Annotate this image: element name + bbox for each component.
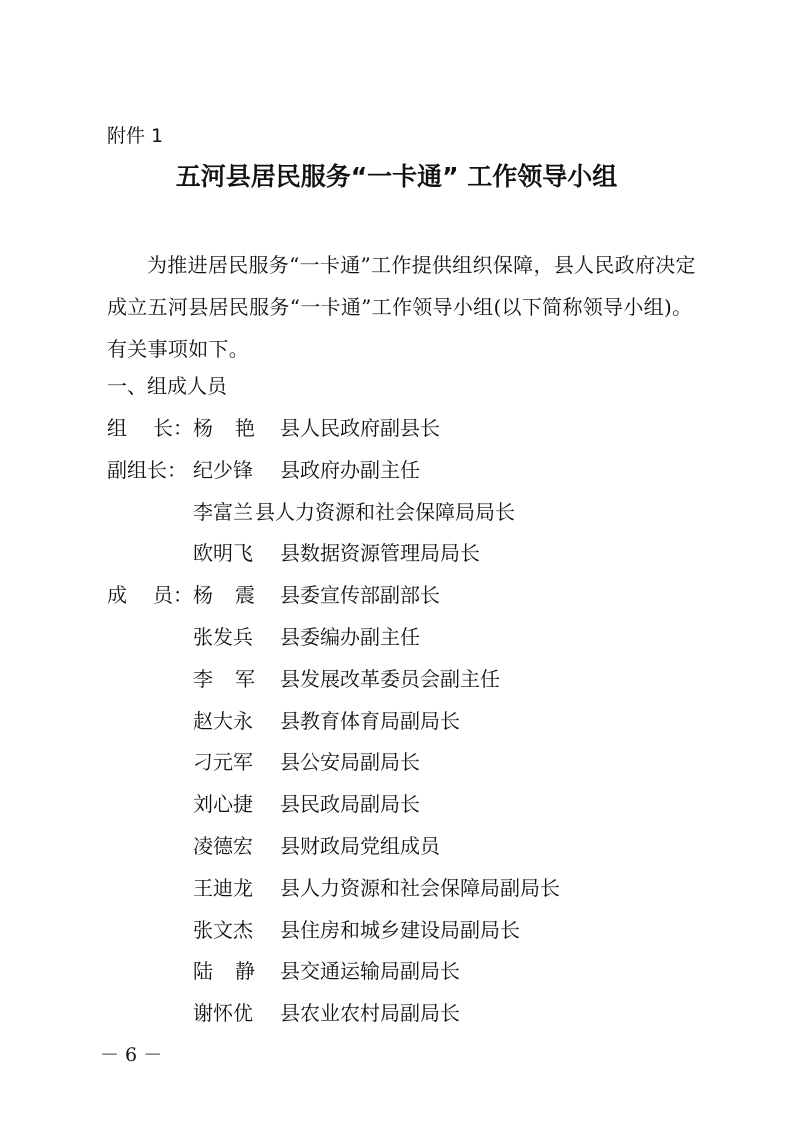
member-name (193, 955, 255, 987)
member-row (0, 579, 793, 611)
page-number: － 6 － (100, 1044, 163, 1066)
member-name-part: 刘心捷 (193, 792, 253, 817)
member-row (0, 830, 793, 862)
member-row (0, 621, 793, 653)
member-position: 县委宣传部副部长 (280, 583, 440, 608)
member-row (0, 914, 793, 946)
member-position: 县农业农村局副局长 (280, 1001, 460, 1026)
member-role-part: 员： (153, 583, 193, 608)
member-position: 县发展改革委员会副主任 (280, 666, 500, 691)
member-name-part: 刁元军 (193, 750, 253, 775)
member-row (0, 663, 793, 695)
member-position: 县财政局党组成员 (280, 834, 440, 858)
member-name-part: 静 (235, 959, 255, 984)
member-row (0, 997, 793, 1029)
member-name (193, 621, 255, 653)
member-row (0, 537, 793, 569)
member-name (193, 579, 255, 611)
member-role-part: 成 (107, 583, 127, 608)
member-name-part: 陆 (193, 959, 213, 984)
member-row (0, 496, 793, 528)
member-row (0, 412, 793, 444)
member-name (193, 663, 255, 695)
member-name-part: 李富兰 (193, 499, 253, 524)
member-name-part: 张发兵 (193, 625, 253, 649)
member-name-part: 王迪龙 (193, 875, 253, 900)
document-title: 五河县居民服务“一卡通” 工作领导小组 (175, 162, 618, 191)
member-name (193, 914, 255, 946)
member-row (0, 872, 793, 904)
member-position: 县住房和城乡建设局副局长 (280, 917, 520, 942)
member-position: 县公安局副局长 (280, 750, 420, 775)
member-role (107, 454, 193, 486)
member-name-part: 李 (193, 666, 213, 691)
member-position: 县民政局副局长 (280, 792, 420, 817)
member-name-part: 杨 (193, 583, 213, 608)
member-name-part: 张文杰 (193, 917, 253, 942)
member-name (193, 830, 255, 862)
member-name (193, 788, 255, 820)
member-position: 县人力资源和社会保障局副局长 (280, 875, 560, 900)
member-position: 县人民政府副县长 (280, 416, 440, 440)
member-position: 县委编办副主任 (280, 625, 420, 649)
member-name-part: 杨 (193, 416, 213, 440)
member-position: 县交通运输局副局长 (280, 959, 460, 984)
member-position: 县数据资源管理局局长 (280, 541, 480, 566)
member-name (193, 997, 255, 1029)
member-name (193, 705, 255, 737)
member-row (0, 705, 793, 737)
member-row (0, 955, 793, 987)
member-name-part: 震 (235, 583, 255, 608)
member-role-part: 组 (107, 416, 127, 440)
member-name-part: 纪少锋 (193, 457, 253, 482)
member-name (193, 872, 255, 904)
member-name-part: 艳 (235, 416, 255, 440)
member-position: 县教育体育局副局长 (280, 708, 460, 733)
member-name (193, 412, 255, 444)
member-row (0, 788, 793, 820)
member-role (107, 579, 193, 611)
intro-paragraph: 为推进居民服务“一卡通”工作提供组织保障，县人民政府决定成立五河县居民服务“一卡通”工作领导小组(以下简称领导小组)。有关事项如下。 (107, 253, 696, 361)
member-name-part: 欧明飞 (193, 541, 253, 566)
member-row (0, 454, 793, 486)
member-name-part: 赵大永 (193, 708, 253, 733)
member-position: 县政府办副主任 (280, 457, 420, 482)
member-name (193, 454, 255, 486)
member-position: 县人力资源和社会保障局局长 (255, 499, 515, 524)
member-name-part: 谢怀优 (193, 1001, 253, 1026)
member-name (193, 746, 255, 778)
member-role-part: 副组长： (107, 457, 187, 482)
member-row (0, 746, 793, 778)
attachment-label: 附件 1 (107, 125, 164, 147)
member-name-part: 凌德宏 (193, 834, 253, 858)
member-name-part: 军 (235, 666, 255, 691)
member-name (193, 537, 255, 569)
member-role (107, 412, 193, 444)
member-role-part: 长： (153, 416, 193, 440)
section-heading: 一、组成人员 (107, 374, 227, 398)
member-name (193, 496, 253, 528)
